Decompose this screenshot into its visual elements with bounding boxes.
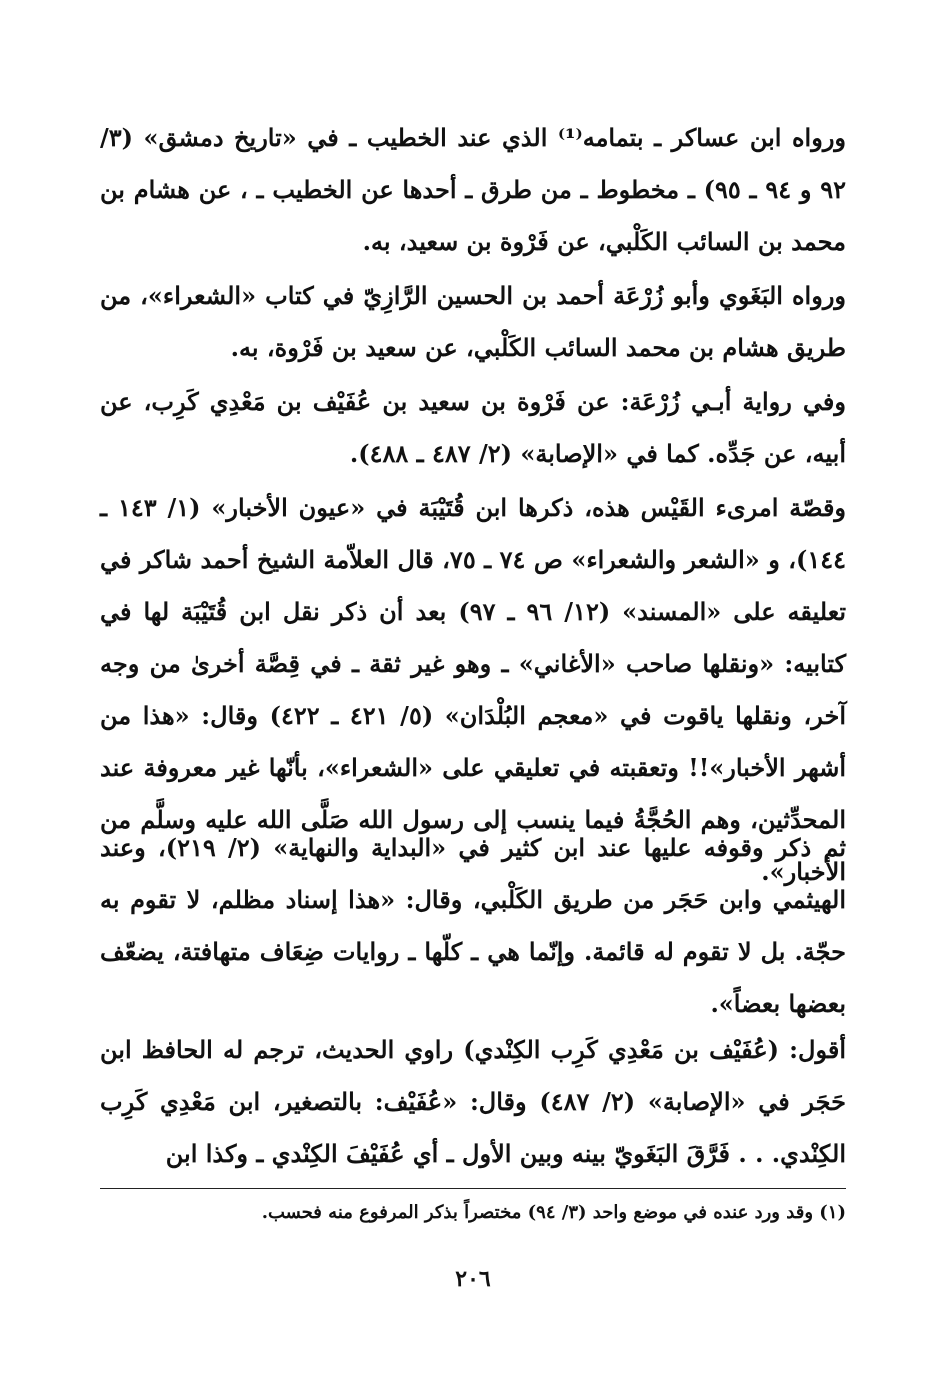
footnote: (١) وقد ورد عنده في موضع واحد (٣/ ٩٤) مختصراً بذكر المرفوع منه فحسب. [261, 1202, 846, 1223]
paragraph-baghawi: ورواه البَغَوي وأبو زُرْعَة أحمد بن الحسين الرَّازِيّ في كتاب «الشعراء»، من طريق هشام بن محمد السائب الكَلْبي، عن سعيد بن فَرْوة، به. [100, 281, 846, 362]
paragraph-ibn-asakir: ورواه ابن عساكر ـ بتمامه⁽¹⁾ الذي عند الخطيب ـ في «تاريخ دمشق» (٣/ ٩٢ و ٩٤ ـ ٩٥) ـ مخطوط ـ من طرق ـ أحدها عن الخطيب ـ ، عن هشام بن محمد بن السائب الكَلْبي، عن فَرْوة بن سعيد، به. [100, 123, 846, 256]
paragraph-imru-al-qays: وقصّة امرىء القَيْس هذه، ذكرها ابن قُتَيْبَة في «عيون الأخبار» (١/ ١٤٣ ـ ١٤٤)، و «الشعر والشعراء» ص ٧٤ ـ ٧٥، قال العلاّمة الشيخ أحمد شاكر في تعليقه على «المسند» (١٢/ ٩٦ ـ ٩٧) بعد أن ذكر نقل ابن قُتَيْبَة لها في كتابيه: «ونقلها صاحب «الأغاني» ـ وهو غير ثقة ـ في قِصَّة أخرىٰ من وجه آخر، ونقلها ياقوت في «معجم البُلْدَان» (٥/ ٤٢١ ـ ٤٢٢) وقال: «هذا من أشهر الأخبار»!! وتعقبته في تعليقي على «الشعراء»، بأنّها غير معروفة عند المحدِّثين، وهم الحُجَّةُ فيما ينسب إلى رسول الله صَلَّى الله عليه وسلَّم من الأخبار». [100, 493, 847, 886]
paragraph-abu-zura: وفي رواية أبـي زُرْعَة: عن فَرْوة بن سعيد بن عُفَيْف بن مَعْدِي كَرِب، عن أبيه، عن جَدِّه. كما في «الإصابة» (٢/ ٤٨٧ ـ ٤٨٨). [100, 387, 846, 468]
paragraph-ibn-kathir: ثم ذكر وقوفه عليها عند ابن كثير في «البداية والنهاية» (٢/ ٢١٩)، وعند الهيثمي وابن حَجَر من طريق الكَلْبي، وقال: «هذا إسناد مظلم، لا تقوم به حجّة. بل لا تقوم له قائمة. وإنّما هي ـ كلّها ـ روايات ضِعَاف متهافتة، يضعّف بعضها بعضاً». [100, 833, 846, 1018]
page-number: ٢٠٦ [455, 1266, 491, 1292]
footnote-divider [100, 1188, 846, 1189]
paragraph-afif-al-kindi: أقول: (عُفَيْف بن مَعْدِي كَرِب الكِنْدي) راوي الحديث، ترجم له الحافظ ابن حَجَر في «الإصابة» (٢/ ٤٨٧) وقال: «عُفَيْف: بالتصغير، ابن مَعْدِي كَرِب الكِنْدي. . . فَرَّقَ البَغَويّ بينه وبين الأول ـ أي عُفَيْفَ الكِنْدي ـ وكذا ابن [100, 1035, 847, 1168]
